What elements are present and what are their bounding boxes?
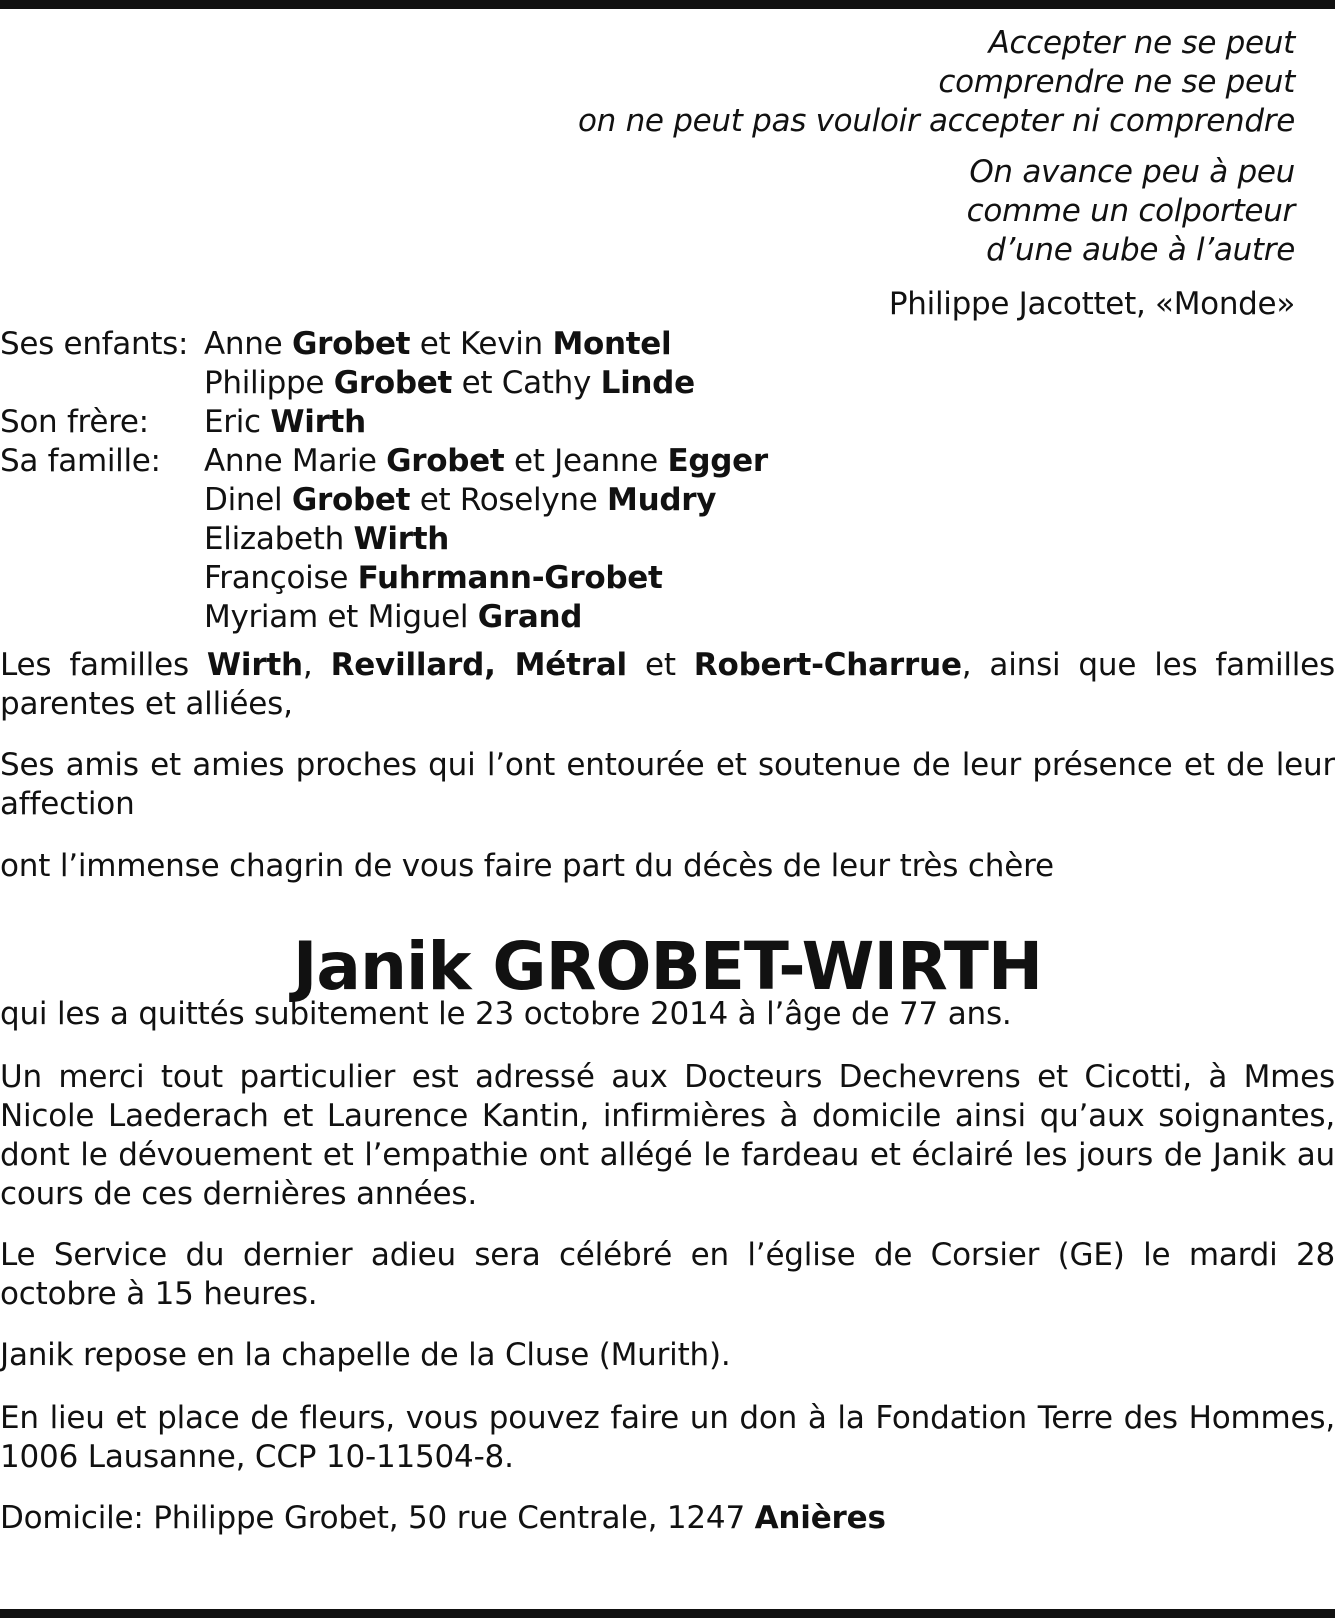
relatives-label: Sa famille: xyxy=(0,443,161,479)
donation-paragraph: En lieu et place de fleurs, vous pouvez faire un don à la Fondation Terre des Hommes, 1006 Lausanne, CCP 10-11504-8. xyxy=(0,1400,1335,1475)
rest-paragraph: Janik repose en la chapelle de la Cluse (Murith). xyxy=(0,1337,731,1373)
family-list xyxy=(0,325,768,637)
poem-line: comme un colporteur xyxy=(966,193,1295,229)
poem-attribution: Philippe Jacottet, «Monde» xyxy=(888,286,1295,322)
top-rule xyxy=(0,0,1335,9)
bottom-rule xyxy=(0,1609,1335,1618)
family-names: Dinel Grobet et Roselyne Mudry xyxy=(204,482,717,518)
death-line: qui les a quittés subitement le 23 octobre 2014 à l’âge de 77 ans. xyxy=(0,996,1012,1032)
service-paragraph: Le Service du dernier adieu sera célébré en l’église de Corsier (GE) le mardi 28 octobre à 15 heures. xyxy=(0,1237,1335,1312)
poem-line: Accepter ne se peut xyxy=(988,25,1295,61)
deceased-name: Janik GROBET-WIRTH xyxy=(292,928,1043,1005)
family-names: Philippe Grobet et Cathy Linde xyxy=(204,365,695,401)
family-row xyxy=(0,598,768,637)
family-names: Myriam et Miguel Grand xyxy=(204,599,583,635)
family-row xyxy=(0,442,768,481)
poem-line: on ne peut pas vouloir accepter ni comprendre xyxy=(578,103,1295,139)
poem-line: On avance peu à peu xyxy=(969,154,1295,190)
children-label: Ses enfants: xyxy=(0,326,189,362)
announcement-line: ont l’immense chagrin de vous faire part du décès de leur très chère xyxy=(0,848,1054,884)
thanks-paragraph: Un merci tout particulier est adressé aux Docteurs Dechevrens et Cicotti, à Mmes Nicole Laederach et Laurence Kantin, infirmières à domicile ainsi qu’aux soignantes, dont le dévouement et l’empathie ont allégé le fardeau et éclairé les jours de Janik au cours de ces dernières années. xyxy=(0,1059,1335,1212)
poem-stanza-2 xyxy=(967,153,1295,270)
poem-line: d’une aube à l’autre xyxy=(986,232,1295,268)
families-paragraph: Les familles Wirth, Revillard, Métral et Robert-Charrue, ainsi que les familles parentes et alliées, xyxy=(0,647,1335,722)
family-names: Anne Grobet et Kevin Montel xyxy=(204,326,672,362)
poem-stanza-1 xyxy=(578,24,1295,141)
family-row xyxy=(0,325,768,364)
friends-paragraph: Ses amis et amies proches qui l’ont entourée et soutenue de leur présence et de leur affection xyxy=(0,747,1335,822)
family-row xyxy=(0,520,768,559)
brother-label: Son frère: xyxy=(0,404,149,440)
family-row xyxy=(0,364,768,403)
family-names: Françoise Fuhrmann-Grobet xyxy=(204,560,663,596)
poem-line: comprendre ne se peut xyxy=(938,64,1295,100)
family-row xyxy=(0,481,768,520)
family-names: Anne Marie Grobet et Jeanne Egger xyxy=(204,443,768,479)
family-row xyxy=(0,403,768,442)
family-names: Eric Wirth xyxy=(204,404,366,440)
family-names: Elizabeth Wirth xyxy=(204,521,449,557)
family-row xyxy=(0,559,768,598)
domicile-line: Domicile: Philippe Grobet, 50 rue Centrale, 1247 Anières xyxy=(0,1500,886,1536)
